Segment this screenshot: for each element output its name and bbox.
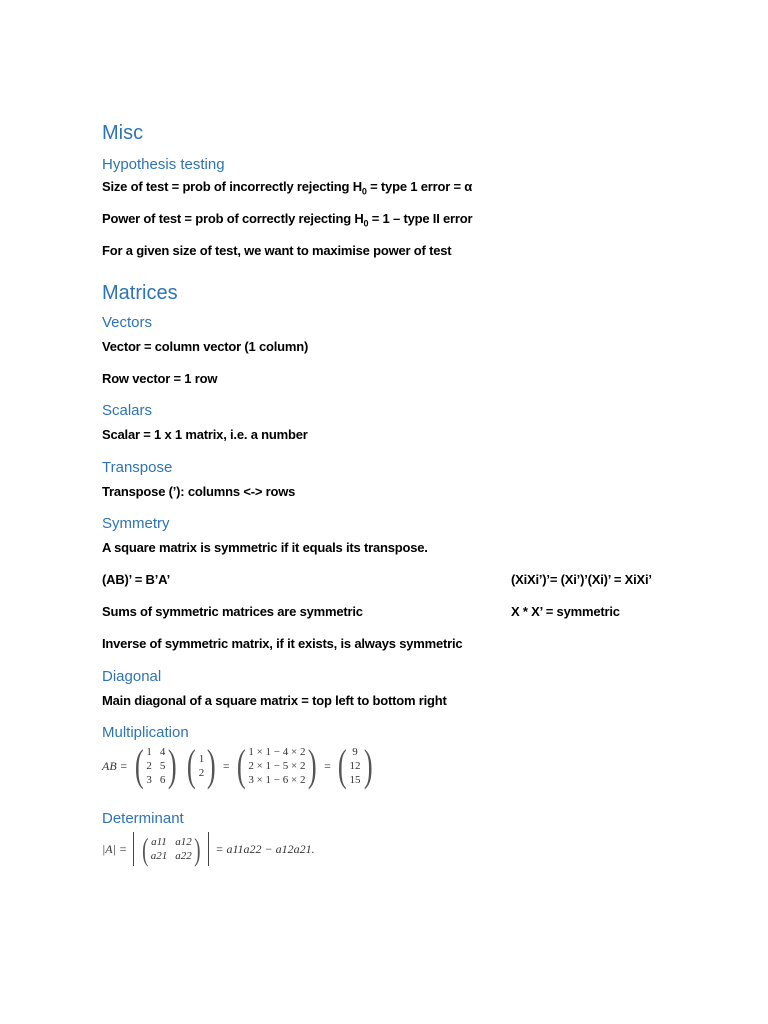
left-paren: ( xyxy=(187,741,196,790)
heading-hypothesis-testing: Hypothesis testing xyxy=(102,156,225,173)
text-power-of-test xyxy=(102,211,473,229)
text-x-xt-symmetric: X * X’ = symmetric xyxy=(511,604,620,619)
matrix-cell: 12 xyxy=(349,759,361,772)
right-paren: ) xyxy=(363,741,373,790)
matrix-det-cells xyxy=(151,836,192,863)
equals-sign: = xyxy=(324,758,331,773)
matrix-cell: 3 xyxy=(146,773,152,786)
text-transpose-def: Transpose (’): columns <-> rows xyxy=(102,484,296,499)
text-main-diagonal: Main diagonal of a square matrix = top left to bottom right xyxy=(102,693,447,708)
matrix-cell: 1 xyxy=(146,745,152,758)
matrix-a-cells xyxy=(146,746,165,787)
abs-bar-left xyxy=(133,832,134,866)
heading-vectors: Vectors xyxy=(102,314,153,331)
matrix-cell: 5 xyxy=(159,759,166,772)
matrix-cell: 3 × 1 − 6 × 2 xyxy=(248,773,306,786)
matrix-cell: 15 xyxy=(349,773,361,786)
text-inverse-symmetric: Inverse of symmetric matrix, if it exists, is always symmetric xyxy=(102,636,463,651)
matrix-cell: a21 xyxy=(150,849,168,862)
heading-multiplication: Multiplication xyxy=(102,724,189,741)
matrix-cell: 1 × 1 − 4 × 2 xyxy=(248,745,306,758)
heading-scalars: Scalars xyxy=(102,402,153,419)
matrix-result-cells xyxy=(350,746,361,787)
heading-matrices: Matrices xyxy=(102,282,178,304)
text-xixi-transpose: (XiXi’)’= (Xi’)’(Xi)’ = XiXi’ xyxy=(511,572,652,587)
equals-sign: = xyxy=(222,758,230,773)
matrix-cell: 1 xyxy=(198,752,205,765)
left-paren: ( xyxy=(142,831,149,867)
subscript: 0 xyxy=(363,218,369,229)
text-transpose-product: (AB)’ = B’A’ xyxy=(102,572,171,587)
matrix-cell: a12 xyxy=(175,835,192,848)
text-row-vector-def: Row vector = 1 row xyxy=(102,371,218,386)
right-paren: ) xyxy=(308,741,318,790)
subscript: 0 xyxy=(361,186,367,197)
multiplication-equation xyxy=(102,741,375,790)
matrix-det-a xyxy=(140,833,202,865)
matrix-result xyxy=(335,741,375,790)
matrix-expanded xyxy=(234,741,320,790)
matrix-b-cells xyxy=(199,753,205,780)
heading-misc: Misc xyxy=(102,122,144,144)
equation-lhs: AB = xyxy=(102,758,128,773)
heading-diagonal: Diagonal xyxy=(102,668,162,685)
text-segment: = type 1 error = α xyxy=(366,179,473,194)
matrix-a xyxy=(132,741,180,790)
matrix-cell: 4 xyxy=(159,745,166,758)
right-paren: ) xyxy=(168,741,178,790)
matrix-cell: 2 xyxy=(146,759,152,772)
matrix-cell: a22 xyxy=(175,849,192,862)
matrix-b xyxy=(184,741,219,790)
text-given-size: For a given size of test, we want to maximise power of test xyxy=(102,243,452,258)
text-segment: Power of test = prob of correctly rejecting H xyxy=(102,211,364,226)
text-segment: Size of test = prob of incorrectly rejecting H xyxy=(102,179,362,194)
matrix-expanded-cells xyxy=(248,746,305,787)
matrix-cell: 2 × 1 − 5 × 2 xyxy=(248,759,306,772)
heading-transpose: Transpose xyxy=(102,459,173,476)
heading-determinant: Determinant xyxy=(102,810,184,827)
text-vector-def: Vector = column vector (1 column) xyxy=(102,339,309,354)
left-paren: ( xyxy=(134,741,144,790)
text-symmetric-def: A square matrix is symmetric if it equals its transpose. xyxy=(102,540,428,555)
determinant-equation xyxy=(102,832,315,866)
text-scalar-def: Scalar = 1 x 1 matrix, i.e. a number xyxy=(102,427,308,442)
left-paren: ( xyxy=(337,741,347,790)
matrix-cell: 9 xyxy=(352,745,358,758)
matrix-cell: 6 xyxy=(159,773,166,786)
abs-bar-right xyxy=(208,832,209,866)
equation-lhs: |A| = xyxy=(102,841,128,856)
matrix-cell: a11 xyxy=(151,835,167,848)
heading-symmetry: Symmetry xyxy=(102,515,170,532)
matrix-cell: 2 xyxy=(198,766,205,779)
text-sums-symmetric: Sums of symmetric matrices are symmetric xyxy=(102,604,363,619)
right-paren: ) xyxy=(207,741,216,790)
left-paren: ( xyxy=(236,741,246,790)
determinant-rhs: = a11a22 − a12a21. xyxy=(215,841,315,856)
right-paren: ) xyxy=(193,831,201,867)
text-segment: = 1 – type II error xyxy=(368,211,473,226)
text-size-of-test xyxy=(102,179,473,197)
